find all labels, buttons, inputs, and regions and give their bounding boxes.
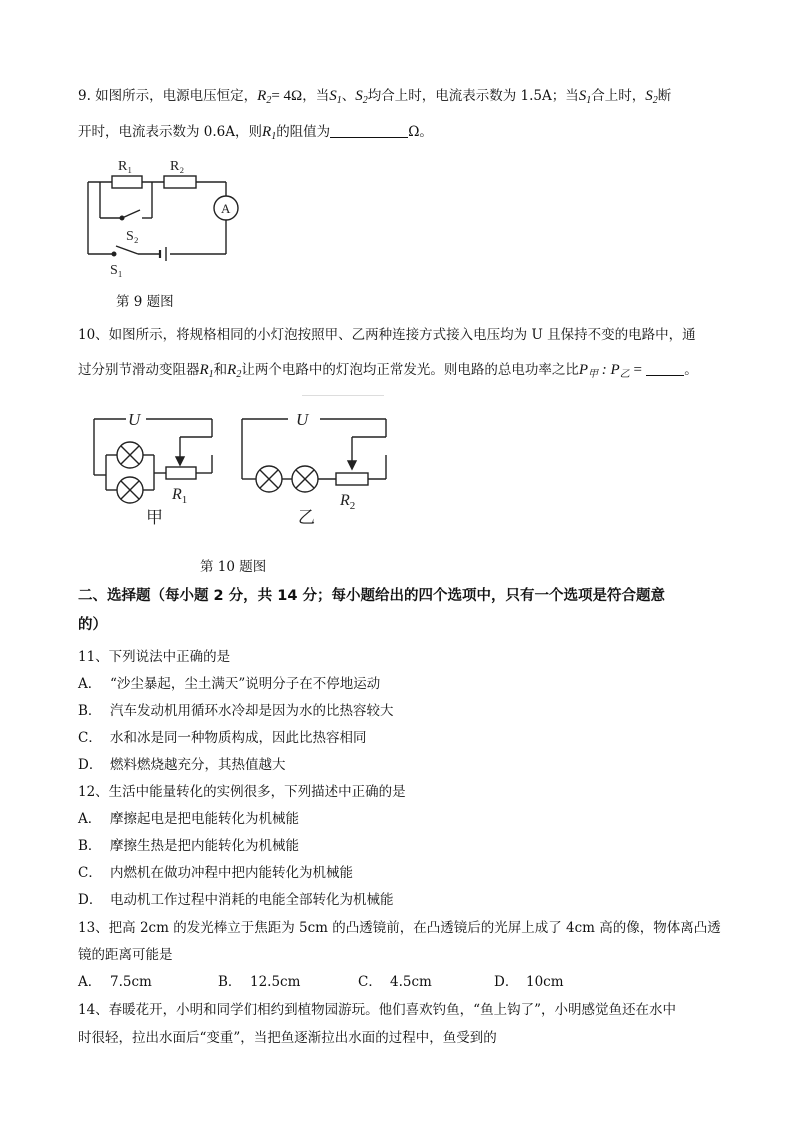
r1-label: R₁ [118,159,133,174]
q10-line2: 过分别节滑动变阻器$R_1$和$R_2$让两个电路中的灯泡均正常发光。则电路的总电功率之比$P_甲$ : $P_乙$ = 。 [78,362,698,380]
figure-10-circuits [84,395,394,525]
q10-line1: 10、如图所示，将规格相同的小灯泡按照甲、乙两种连接方式接入电压均为 U 且保持不变的电路中，通 [78,327,696,343]
q14-line1: 14、春暖花开，小明和同学们相约到植物园游玩。他们喜欢钓鱼，“鱼上钩了”，小明感觉鱼还在水中 [78,1002,676,1018]
figure-9-caption: 第 9 题图 [116,294,174,310]
q11-option-b[interactable]: B． 汽车发动机用循环水冷却是因为水的比热容较大 [78,703,394,719]
figure-9-circuit [82,150,252,280]
s2-symbol: $S_2$ [355,88,368,106]
r2-resistor [164,176,196,188]
q9-line2: 开时，电流表示数为 0.6A，则$R_1$的阻值为 Ω。 [78,124,433,142]
power-ratio: $P_甲$ : $P_乙$ = [578,362,642,380]
voltage-label-yi: U [296,410,309,429]
q13-option-a[interactable]: A． 7.5cm [78,974,152,990]
voltage-label-jia: U [128,410,141,429]
label-yi: 乙 [298,508,315,525]
s1-label: S₁ [110,263,123,278]
answer-blank[interactable] [330,123,408,138]
r1-symbol: $R_1$ [262,124,277,142]
answer-blank[interactable] [646,361,684,376]
q13-options [78,972,564,992]
q11-stem: 11、下列说法中正确的是 [78,649,231,665]
q11-option-a[interactable]: A． “沙尘暴起，尘土满天”说明分子在不停地运动 [78,676,381,692]
s2-label: S₂ [126,229,139,244]
q13-line1: 13、把高 2cm 的发光棒立于焦距为 5cm 的凸透镜前，在凸透镜后的光屏上成了 4cm 高的像，物体离凸透 [78,920,721,936]
q13-option-c[interactable]: C． 4.5cm [358,974,432,990]
rheostat-r2 [336,473,368,485]
q9-line1: 9. 如图所示，电源电压恒定，$R_2= 4\Omega$，当$S_1$、$S_2$均合上时，电流表示数为 1.5A；当$S_1$合上时，$S_2$断 [78,88,672,106]
r2-label: $R_2$ [340,492,356,512]
q12-option-d[interactable]: D． 电动机工作过程中消耗的电能全部转化为机械能 [78,892,394,908]
q14-line2: 时很轻，拉出水面后“变重”，当把鱼逐渐拉出水面的过程中，鱼受到的 [78,1030,497,1046]
q11-option-d[interactable]: D． 燃料燃烧越充分，其热值越大 [78,757,286,773]
q13-line2: 镜的距离可能是 [78,947,173,963]
q13-option-b[interactable]: B． 12.5cm [218,974,301,990]
label-jia: 甲 [146,508,163,525]
rheostat-r1 [166,467,196,479]
section-2-heading: 二、选择题（每小题 2 分，共 14 分；每小题给出的四个选项中，只有一个选项是符合题意 [78,588,665,604]
s1-symbol: $S_1$ [329,88,342,106]
r1-resistor [112,176,142,188]
r2-label: R₂ [170,159,185,174]
figure-10-caption: 第 10 题图 [200,559,267,575]
q12-option-c[interactable]: C． 内燃机在做功冲程中把内能转化为机械能 [78,865,353,881]
q12-option-b[interactable]: B． 摩擦生热是把内能转化为机械能 [78,838,299,854]
r2-symbol: $R_2$ [257,88,272,106]
section-2-heading-cont: 的） [78,617,107,633]
r1-label: $R_1$ [172,486,188,506]
q13-option-d[interactable]: D． 10cm [494,974,564,990]
q12-option-a[interactable]: A． 摩擦起电是把电能转化为机械能 [78,811,299,827]
q12-stem: 12、生活中能量转化的实例很多，下列描述中正确的是 [78,784,406,800]
ammeter-label: A [221,201,231,216]
q11-option-c[interactable]: C． 水和冰是同一种物质构成，因此比热容相同 [78,730,367,746]
